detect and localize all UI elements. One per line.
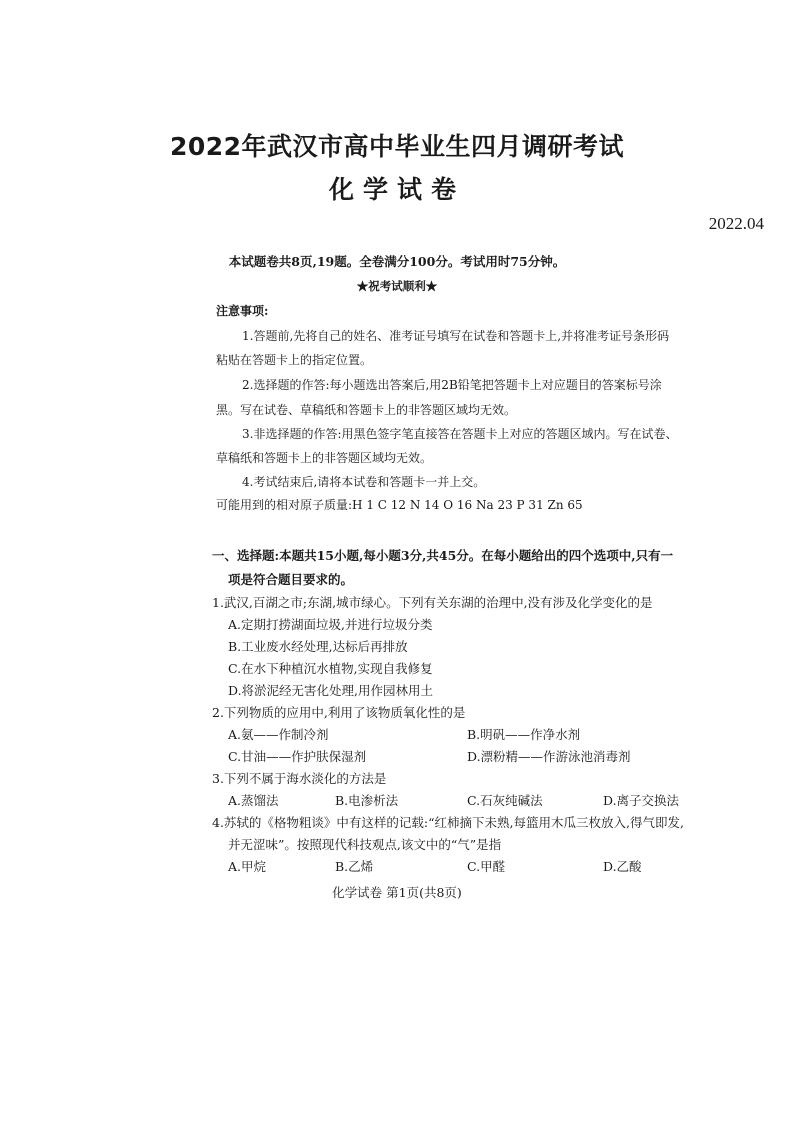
atomic-masses: 可能用到的相对原子质量:H 1 C 12 N 14 O 16 Na 23 P 31 Zn 65 <box>216 498 583 512</box>
option-d: D.漂粉精——作游泳池消毒剂 <box>467 749 631 764</box>
note-4: 4.考试结束后,请将本试卷和答题卡一并上交。 <box>242 475 486 489</box>
option-a: A.氨——作制冷剂 <box>228 727 329 742</box>
note-1-line-a: 1.答题前,先将自己的姓名、准考证号填写在试卷和答题卡上,并将准考证号条形码 <box>242 329 670 343</box>
note-2-line-a: 2.选择题的作答:每小题选出答案后,用2B铅笔把答题卡上对应题目的答案标号涂 <box>242 378 662 392</box>
option-c: C.在水下种植沉水植物,实现自我修复 <box>228 661 433 676</box>
question-stem-line-a: 4.苏轼的《格物粗谈》中有这样的记载:“红柿摘下未熟,每篮用木瓜三枚放入,得气即发, <box>212 815 684 830</box>
note-3-line-a: 3.非选择题的作答:用黑色签字笔直接答在答题卡上对应的答题区域内。写在试卷、 <box>242 427 678 441</box>
question-stem: 2.下列物质的应用中,利用了该物质氧化性的是 <box>212 705 466 720</box>
page-title: 2022年武汉市高中毕业生四月调研考试 <box>169 132 625 161</box>
note-1-line-b: 粘贴在答题卡上的指定位置。 <box>216 353 373 367</box>
option-a: A.甲烷 <box>228 859 267 874</box>
option-c: C.甲醛 <box>467 859 506 874</box>
notes-heading: 注意事项: <box>216 304 269 318</box>
option-d: D.将淤泥经无害化处理,用作园林用土 <box>228 683 434 698</box>
option-b: B.明矾——作净水剂 <box>467 727 581 742</box>
question-stem-line-b: 并无涩味”。按照现代科技观点,该文中的“气”是指 <box>228 837 502 852</box>
option-a: A.定期打捞湖面垃圾,并进行垃圾分类 <box>228 617 433 632</box>
good-luck-line: ★祝考试顺利★ <box>356 279 438 293</box>
note-3-line-b: 草稿纸和答题卡上的非答题区域均无效。 <box>216 451 433 465</box>
section-1-heading-line-a: 一、选择题:本题共15小题,每小题3分,共45分。在每小题给出的四个选项中,只有一 <box>212 548 674 563</box>
section-1-heading-line-b: 项是符合题目要求的。 <box>228 572 354 587</box>
option-b: B.工业废水经处理,达标后再排放 <box>228 639 408 654</box>
exam-info: 本试题卷共8页,19题。全卷满分100分。考试用时75分钟。 <box>228 254 566 269</box>
option-d: D.乙酸 <box>603 859 642 874</box>
question-stem: 3.下列不属于海水淡化的方法是 <box>212 771 387 786</box>
question-stem: 1.武汉,百湖之市;东湖,城市绿心。下列有关东湖的治理中,没有涉及化学变化的是 <box>212 595 653 610</box>
exam-date: 2022.04 <box>708 214 764 233</box>
note-2-line-b: 黑。写在试卷、草稿纸和答题卡上的非答题区域均无效。 <box>216 403 517 417</box>
option-d: D.离子交换法 <box>603 793 680 808</box>
option-b: B.电渗析法 <box>335 793 399 808</box>
option-c: C.石灰纯碱法 <box>467 793 543 808</box>
option-a: A.蒸馏法 <box>228 793 279 808</box>
option-b: B.乙烯 <box>335 859 374 874</box>
page-subtitle: 化学试卷 <box>328 175 465 204</box>
page-footer: 化学试卷 第1页(共8页) <box>332 885 462 900</box>
option-c: C.甘油——作护肤保湿剂 <box>228 749 367 764</box>
